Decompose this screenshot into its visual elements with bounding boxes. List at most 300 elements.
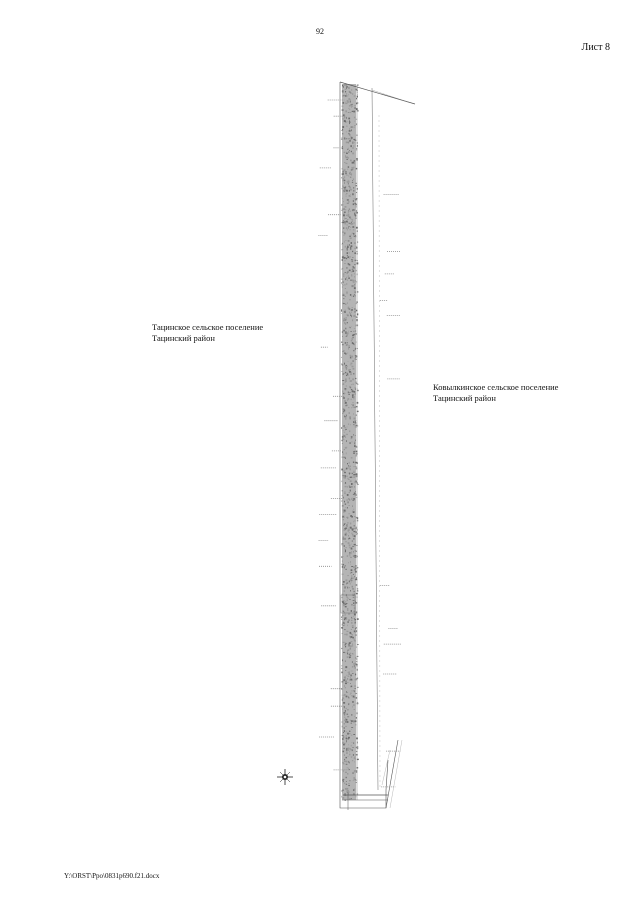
parcel-texture-dot (347, 181, 348, 182)
parcel-texture-dot (347, 583, 348, 584)
parcel-texture-dot (351, 326, 352, 327)
parcel-texture-dot (349, 299, 351, 300)
parcel-texture-dot (341, 130, 342, 131)
parcel-texture-dot (344, 510, 346, 512)
left-region-label (152, 322, 263, 343)
parcel-texture-dot (349, 270, 351, 272)
parcel-texture-dot (346, 783, 347, 784)
parcel-texture-dot (348, 696, 349, 698)
parcel-texture-dot (348, 513, 350, 514)
parcel-texture-dot (342, 109, 344, 110)
parcel-texture-dot (343, 180, 344, 182)
parcel-texture-dot (348, 529, 350, 531)
parcel-texture-dot (345, 209, 346, 210)
parcel-texture-dot (354, 126, 355, 128)
parcel-texture-dot (355, 494, 357, 496)
parcel-texture-dot (346, 440, 347, 442)
parcel-texture-dot (346, 117, 347, 119)
parcel-texture-dot (349, 129, 350, 130)
parcel-texture-dot (342, 106, 344, 107)
parcel-texture-dot (347, 203, 348, 204)
parcel-texture-dot (349, 581, 350, 583)
parcel-texture-dot (352, 395, 353, 397)
parcel-texture-dot (356, 262, 358, 264)
parcel-texture-dot (342, 659, 343, 661)
parcel-texture-dot (341, 371, 342, 372)
parcel-texture-dot (344, 492, 346, 493)
parcel-texture-dot (347, 342, 348, 343)
parcel-texture-dot (342, 779, 343, 781)
parcel-texture-dot (350, 357, 351, 359)
parcel-texture-dot (346, 781, 347, 782)
parcel-texture-dot (352, 180, 353, 181)
parcel-texture-dot (353, 145, 354, 146)
parcel-texture-dot (354, 425, 355, 426)
parcel-texture-dot (342, 336, 343, 337)
parcel-texture-dot (350, 313, 351, 315)
parcel-texture-dot (353, 696, 355, 698)
parcel-texture-dot (348, 737, 350, 739)
parcel-texture-dot (355, 630, 356, 631)
parcel-texture-dot (344, 121, 346, 122)
parcel-texture-dot (349, 762, 350, 764)
parcel-texture-dot (347, 625, 348, 626)
parcel-texture-dot (354, 160, 356, 161)
parcel-texture-dot (341, 648, 343, 649)
parcel-texture-dot (344, 755, 345, 756)
parcel-texture-dot (346, 88, 347, 89)
parcel-texture-dot (348, 307, 349, 309)
parcel-texture-dot (345, 761, 346, 762)
parcel-texture-dot (345, 586, 346, 587)
parcel-texture-dot (349, 312, 350, 314)
parcel-texture-dot (351, 620, 353, 621)
parcel-texture-dot (346, 777, 347, 778)
parcel-texture-dot (341, 616, 342, 618)
parcel-texture-dot (345, 328, 346, 329)
parcel-texture-dot (349, 392, 351, 393)
parcel-texture-dot (346, 375, 347, 376)
parcel-texture-dot (344, 410, 346, 412)
parcel-texture-dot (344, 263, 346, 264)
parcel-texture-dot (342, 284, 343, 285)
map-annotations (318, 100, 401, 787)
parcel-texture-dot (347, 709, 349, 710)
parcel-texture-dot (356, 476, 358, 478)
parcel-texture-dot (346, 415, 347, 416)
parcel-texture-dot (341, 564, 342, 565)
parcel-texture-dot (349, 636, 350, 638)
parcel-texture-dot (341, 427, 342, 428)
parcel-texture-dot (344, 187, 345, 188)
parcel-texture-dot (349, 412, 350, 414)
parcel-texture-dot (348, 535, 349, 536)
parcel-texture-dot (350, 355, 352, 356)
parcel-texture-dot (351, 622, 353, 624)
parcel-texture-dot (353, 334, 355, 335)
parcel-texture-dot (347, 608, 348, 609)
parcel-texture-dot (343, 519, 344, 520)
parcel-texture-dot (353, 281, 355, 283)
parcel-texture-dot (350, 145, 352, 147)
parcel-texture-dot (354, 214, 355, 216)
parcel-texture-dot (355, 283, 356, 284)
parcel-texture-dot (349, 123, 350, 125)
parcel-texture-dot (353, 616, 354, 617)
parcel-texture-dot (355, 782, 357, 783)
parcel-texture-dot (347, 222, 348, 223)
parcel-texture-dot (346, 414, 347, 415)
parcel-texture-dot (351, 686, 353, 688)
parcel-texture-dot (345, 388, 347, 390)
parcel-texture-dot (349, 505, 350, 506)
parcel-texture-dot (345, 240, 346, 241)
parcel-texture-dot (349, 244, 350, 246)
parcel-texture-dot (355, 214, 356, 215)
parcel-texture-dot (348, 142, 349, 143)
parcel-texture-dot (350, 196, 351, 197)
parcel-texture-dot (350, 189, 352, 191)
parcel-texture-dot (355, 280, 356, 281)
parcel-texture-dot (350, 365, 352, 366)
parcel-texture-dot (354, 761, 355, 762)
parcel-texture-dot (354, 243, 355, 244)
parcel-texture-dot (343, 235, 344, 236)
parcel-texture-dot (352, 182, 353, 183)
parcel-texture-dot (351, 363, 353, 365)
parcel-texture-dot (343, 622, 345, 623)
parcel-texture-dot (343, 611, 344, 612)
parcel-texture-dot (355, 634, 357, 636)
parcel-texture-dot (349, 140, 351, 141)
parcel-texture-dot (342, 681, 344, 682)
parcel-texture-dot (350, 418, 351, 420)
parcel-texture-dot (356, 751, 358, 752)
parcel-texture-dot (346, 277, 347, 279)
parcel-texture-dot (350, 679, 352, 681)
parcel-texture-dot (343, 531, 344, 532)
parcel-texture-dot (343, 512, 345, 513)
parcel-texture-dot (354, 556, 356, 557)
parcel-texture-dot (344, 180, 346, 182)
parcel-texture-dot (344, 712, 346, 714)
parcel-texture-dot (356, 383, 358, 384)
parcel-texture-dot (346, 525, 348, 527)
parcel-texture-dot (356, 185, 357, 186)
parcel-texture-dot (354, 121, 355, 122)
parcel-texture-dot (355, 392, 356, 393)
parcel-texture-dot (342, 391, 343, 393)
parcel-texture-dot (356, 89, 357, 91)
parcel-texture-dot (346, 268, 348, 269)
parcel-texture-dot (353, 690, 354, 692)
parcel-texture-dot (342, 118, 343, 120)
parcel-texture-dot (349, 371, 351, 373)
parcel-texture-dot (351, 575, 352, 577)
parcel-texture-dot (351, 356, 353, 358)
parcel-texture-dot (345, 380, 347, 382)
parcel-texture-dot (342, 171, 344, 172)
parcel-texture-dot (353, 754, 354, 756)
parcel-texture-dot (352, 226, 354, 228)
parcel-texture-dot (352, 169, 353, 170)
parcel-texture-dot (350, 218, 352, 220)
parcel-texture-dot (356, 661, 357, 662)
parcel-texture-dot (351, 749, 352, 751)
parcel-texture-dot (355, 218, 357, 219)
parcel-texture-dot (353, 471, 354, 472)
parcel-texture-dot (349, 112, 351, 113)
parcel-texture-dot (344, 677, 345, 678)
parcel-texture-dot (353, 574, 354, 575)
parcel-texture-dot (356, 425, 357, 426)
parcel-texture-dot (345, 710, 346, 712)
parcel-texture-dot (347, 621, 349, 622)
parcel-texture-dot (350, 677, 351, 678)
parcel-texture-dot (355, 466, 357, 467)
parcel-texture-dot (353, 597, 355, 598)
parcel-texture-dot (351, 389, 352, 390)
parcel-texture-dot (343, 222, 345, 224)
parcel-texture-dot (344, 529, 346, 531)
parcel-texture-dot (344, 501, 345, 503)
parcel-texture-dot (342, 204, 343, 206)
parcel-texture-dot (346, 85, 347, 87)
right-region-label (433, 382, 558, 403)
parcel-texture-dot (342, 451, 343, 452)
parcel-texture-dot (346, 159, 348, 160)
parcel-texture-dot (342, 92, 344, 93)
parcel-texture-dot (347, 334, 348, 335)
parcel-texture-dot (352, 307, 353, 308)
parcel-texture-dot (354, 544, 355, 545)
parcel-texture-dot (345, 643, 346, 645)
parcel-texture-dot (347, 169, 348, 170)
parcel-texture-dot (343, 454, 345, 455)
parcel-texture-dot (344, 255, 345, 256)
parcel-texture-dot (352, 586, 353, 588)
parcel-texture-dot (349, 187, 351, 189)
parcel-texture-dot (352, 104, 353, 105)
parcel-texture-dot (347, 175, 348, 176)
parcel-texture-dot (354, 328, 355, 329)
parcel-texture-dot (344, 260, 345, 261)
parcel-texture-dot (343, 470, 345, 471)
parcel-texture-dot (351, 407, 352, 408)
parcel-texture-dot (351, 714, 352, 715)
parcel-texture-dot (353, 331, 355, 332)
parcel-texture-dot (353, 453, 355, 454)
parcel-texture-dot (345, 721, 346, 722)
parcel-texture-dot (345, 646, 346, 648)
parcel-texture-dot (342, 790, 344, 791)
parcel-texture-dot (353, 462, 354, 464)
parcel-texture-dot (348, 348, 349, 350)
parcel-texture-dot (350, 468, 352, 470)
parcel-texture-dot (351, 727, 353, 728)
parcel-texture-dot (347, 255, 348, 256)
parcel-texture-dot (352, 589, 354, 590)
parcel-texture-dot (348, 562, 349, 563)
parcel-texture-dot (354, 591, 355, 592)
parcel-texture-dot (345, 110, 347, 112)
parcel-texture-dot (347, 272, 349, 273)
parcel-texture-dot (349, 532, 350, 533)
parcel-texture-dot (350, 490, 351, 491)
parcel-texture-dot (354, 555, 356, 556)
parcel-texture-dot (347, 478, 348, 479)
parcel-texture-dot (351, 219, 353, 220)
parcel-texture-dot (351, 167, 352, 169)
parcel-texture-dot (355, 568, 356, 570)
parcel-texture-dot (345, 511, 346, 512)
parcel-texture-dot (346, 675, 347, 676)
parcel-texture-dot (347, 773, 348, 775)
right-region-settlement: Ковылкинское сельское поселение (433, 382, 559, 392)
parcel-texture-dot (344, 717, 345, 718)
parcel-texture-dot (346, 764, 348, 765)
parcel-texture-dot (341, 668, 343, 669)
parcel-texture-dot (345, 206, 347, 208)
parcel-texture-dot (345, 565, 346, 566)
parcel-texture-dot (353, 466, 354, 467)
parcel-texture-dot (356, 535, 357, 536)
parcel-texture-dot (355, 291, 356, 293)
parcel-texture-dot (342, 699, 343, 700)
parcel-texture-dot (350, 720, 351, 721)
parcel-texture-dot (354, 164, 355, 165)
parcel-texture-dot (354, 607, 356, 608)
parcel-texture-dot (349, 190, 350, 192)
parcel-texture-dot (351, 160, 352, 162)
parcel-texture-dot (342, 469, 344, 470)
parcel-texture-dot (346, 319, 347, 320)
parcel-texture-dot (345, 390, 346, 391)
parcel-texture-dot (355, 357, 356, 359)
parcel-texture-dot (345, 187, 346, 188)
parcel-texture-dot (342, 457, 344, 458)
parcel-texture-dot (352, 625, 354, 627)
parcel-texture-dot (348, 211, 349, 213)
parcel-texture-dot (348, 531, 349, 532)
parcel-texture-dot (343, 368, 344, 369)
parcel-texture-dot (350, 369, 351, 370)
parcel-texture-dot (355, 571, 357, 573)
parcel-texture-dot (345, 310, 346, 311)
parcel-texture-dot (346, 292, 348, 293)
parcel-texture-dot (344, 318, 346, 319)
parcel-texture-dot (350, 194, 351, 195)
parcel-texture-dot (346, 541, 347, 542)
parcel-texture-dot (351, 572, 353, 573)
parcel-texture-dot (348, 94, 349, 95)
parcel-texture-dot (355, 623, 356, 624)
parcel-texture-dot (354, 445, 356, 447)
parcel-texture-dot (346, 740, 347, 741)
parcel-texture-dot (352, 706, 353, 708)
parcel-texture-dot (344, 170, 345, 171)
parcel-texture-dot (347, 717, 349, 718)
parcel-texture-dot (354, 716, 355, 717)
parcel-texture-dot (348, 331, 349, 332)
parcel-texture-dot (348, 465, 349, 466)
parcel-texture-dot (354, 614, 356, 616)
parcel-texture-dot (349, 544, 351, 546)
parcel-texture-dot (350, 675, 351, 677)
parcel-texture-dot (348, 166, 349, 168)
parcel-texture-dot (345, 379, 347, 381)
parcel-texture-dot (356, 480, 357, 481)
parcel-texture-dot (342, 363, 343, 365)
parcel-texture-dot (346, 784, 347, 785)
parcel-texture-dot (346, 476, 347, 477)
left-region-settlement: Тацинское сельское поселение (152, 322, 264, 332)
parcel-texture-dot (345, 538, 346, 540)
parcel-texture-dot (349, 679, 350, 681)
parcel-texture-dot (342, 133, 343, 134)
parcel-texture-dot (351, 438, 352, 439)
parcel-texture-dot (347, 302, 348, 304)
parcel-texture-dot (345, 507, 346, 508)
parcel-texture-dot (343, 751, 345, 753)
parcel-texture-dot (343, 220, 344, 221)
parcel-texture-dot (345, 169, 346, 171)
parcel-texture-dot (344, 587, 346, 588)
parcel-texture-dot (344, 117, 346, 119)
parcel-texture-dot (345, 604, 347, 605)
parcel-texture-dot (349, 620, 350, 621)
parcel-texture-dot (343, 227, 344, 228)
parcel-texture-dot (353, 605, 354, 606)
parcel-texture-dot (354, 685, 355, 687)
parcel-texture-dot (341, 672, 343, 674)
parcel-texture-dot (354, 528, 356, 529)
parcel-texture-dot (343, 285, 344, 286)
parcel-texture-dot (344, 644, 345, 646)
parcel-texture-dot (354, 779, 355, 781)
parcel-texture-dot (346, 452, 347, 454)
parcel-texture-dot (345, 550, 346, 552)
parcel-texture-dot (350, 632, 352, 634)
parcel-texture-dot (351, 720, 353, 722)
parcel-texture-dot (355, 316, 357, 317)
parcel-texture-dot (352, 396, 353, 398)
parcel-texture-dot (354, 105, 355, 106)
parcel-texture-dot (346, 293, 347, 295)
parcel-texture-dot (352, 441, 353, 442)
parcel-texture-dot (353, 509, 354, 510)
parcel-texture-dot (344, 322, 346, 324)
parcel-texture-dot (356, 210, 357, 212)
parcel-texture-dot (342, 697, 344, 699)
parcel-texture-dot (352, 773, 354, 774)
parcel-texture-dot (350, 387, 351, 389)
parcel-texture-dot (345, 103, 347, 104)
parcel-texture-dot (347, 426, 348, 427)
parcel-texture-dot (345, 172, 346, 174)
parcel-texture-dot (349, 195, 351, 197)
parcel-texture-dot (354, 287, 356, 289)
parcel-texture-dot (349, 309, 351, 310)
parcel-texture-dot (347, 96, 349, 97)
parcel-texture-dot (343, 604, 345, 606)
parcel-texture-dot (347, 280, 348, 281)
parcel-texture-dot (348, 180, 349, 181)
parcel-texture-dot (350, 491, 351, 492)
parcel-texture-dot (344, 284, 345, 285)
parcel-texture-dot (343, 201, 344, 202)
parcel-texture-dot (356, 678, 358, 679)
